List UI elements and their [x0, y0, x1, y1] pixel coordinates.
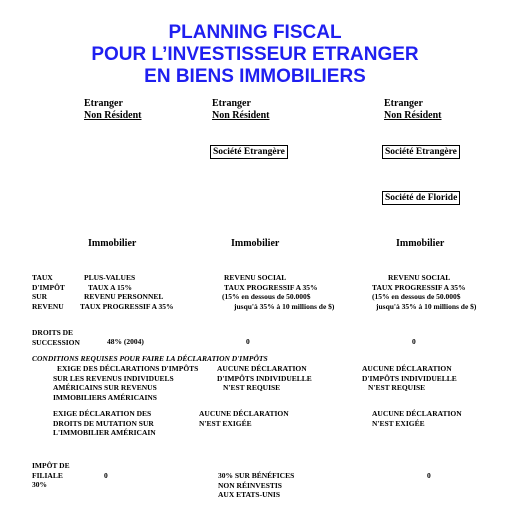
conditions-line: AUCUNE DÉCLARATION — [199, 409, 289, 418]
conditions-line: N'EST REQUISE — [368, 383, 426, 392]
filiale-col3-value: 0 — [427, 471, 431, 480]
conditions-row1-col2 — [217, 364, 312, 393]
taux-col2-line: REVENU SOCIAL — [224, 273, 287, 282]
conditions-line: AUCUNE DÉCLARATION — [362, 364, 452, 373]
conditions-line: D'IMPÔTS INDIVIDUELLE — [362, 373, 457, 383]
taux-col2-line: TAUX PROGRESSIF A 35% — [224, 282, 318, 292]
conditions-row2-col3 — [372, 409, 462, 428]
filiale-col2 — [218, 471, 294, 500]
entity-box-societe-etrangere-col2: Société Etrangère — [210, 145, 288, 159]
column-header-3 — [384, 98, 442, 122]
filiale-label-line: 30% — [32, 480, 47, 489]
taux-col3-line: TAUX PROGRESSIF A 35% — [372, 282, 466, 292]
title-line-3: EN BIENS IMMOBILIERS — [144, 66, 366, 87]
column-header-1-line1: Etranger — [84, 98, 123, 109]
conditions-line: AUCUNE DÉCLARATION — [372, 409, 462, 418]
conditions-line: AUCUNE DÉCLARATION — [217, 364, 307, 373]
column-header-3-line2: Non Résident — [384, 110, 442, 121]
immobilier-label-3: Immobilier — [396, 238, 445, 249]
taux-row-labels — [32, 273, 65, 311]
conditions-line: L'IMMOBILIER AMÉRICAIN — [53, 428, 156, 437]
title-line-1: PLANNING FISCAL — [168, 22, 342, 43]
droits-col2-value: 0 — [246, 337, 250, 346]
droits-label — [32, 328, 80, 347]
taux-col2-line: jusqu'à 35% à 10 millions de $) — [234, 301, 335, 311]
taux-label: SUR — [32, 292, 48, 301]
droits-label-line2: SUCCESSION — [32, 337, 80, 347]
taux-label: REVENU — [32, 301, 64, 311]
column-header-1 — [84, 98, 142, 122]
taux-col3-line: (15% en dessous de 50.000$ — [372, 292, 461, 301]
droits-col3-value: 0 — [412, 337, 416, 346]
filiale-label — [32, 461, 70, 490]
conditions-line: D'IMPÔTS INDIVIDUELLE — [217, 373, 312, 383]
entity-box-societe-etrangere-col3: Société Etrangère — [382, 145, 460, 159]
taux-col1-line: TAUX A 15% — [88, 282, 133, 292]
droits-col1-value: 48% (2004) — [107, 337, 144, 346]
taux-label: TAUX — [32, 273, 53, 282]
taux-col2-line: (15% en dessous de 50.000$ — [222, 292, 311, 301]
conditions-line: N'EST EXIGÉE — [372, 418, 425, 428]
immobilier-label-1: Immobilier — [88, 238, 137, 249]
column-header-3-line1: Etranger — [384, 98, 423, 109]
taux-col3-line: REVENU SOCIAL — [388, 273, 451, 282]
conditions-line: SUR LES REVENUS INDIVIDUELS — [53, 373, 174, 383]
conditions-line: N'EST REQUISE — [223, 383, 281, 392]
title-line-2: POUR L’INVESTISSEUR ETRANGER — [91, 44, 419, 65]
conditions-line: EXIGE DES DÉCLARATIONS D'IMPÔTS — [57, 364, 199, 373]
column-header-1-line2: Non Résident — [84, 110, 142, 121]
filiale-col1-value: 0 — [104, 471, 108, 480]
taux-col1 — [80, 273, 174, 311]
taux-label: D'IMPÔT — [32, 282, 65, 292]
taux-col3 — [372, 273, 502, 311]
taux-col2 — [222, 273, 352, 311]
taux-col1-line: PLUS-VALUES — [84, 273, 136, 282]
filiale-col2-line: AUX ETATS-UNIS — [218, 490, 281, 499]
filiale-label-line: FILIALE — [32, 470, 63, 480]
entity-box-societe-floride: Société de Floride — [382, 191, 460, 205]
taux-col1-line: TAUX PROGRESSIF A 35% — [80, 301, 174, 311]
conditions-row2-col1 — [53, 409, 156, 438]
conditions-line: N'EST EXIGÉE — [199, 418, 252, 428]
taux-col3-line: jusqu'à 35% à 10 millions de $) — [376, 301, 477, 311]
droits-label-line1: DROITS DE — [32, 328, 74, 337]
conditions-line: IMMOBILIERS AMÉRICAINS — [53, 392, 157, 402]
filiale-col2-line: 30% SUR BÉNÉFICES — [218, 471, 295, 480]
column-header-2 — [212, 98, 270, 122]
conditions-row1-col1 — [53, 364, 198, 402]
immobilier-label-2: Immobilier — [231, 238, 280, 249]
taux-col1-line: REVENU PERSONNEL — [84, 292, 164, 301]
filiale-label-line: IMPÔT DE — [32, 461, 70, 470]
column-header-2-line2: Non Résident — [212, 110, 270, 121]
conditions-heading: CONDITIONS REQUISES POUR FAIRE LA DÉCLARATION D'IMPÔTS — [32, 354, 268, 363]
filiale-col2-line: NON RÉINVESTIS — [218, 480, 282, 490]
conditions-line: AMÉRICAINS SUR REVENUS — [53, 383, 157, 392]
conditions-row2-col2 — [199, 409, 289, 428]
conditions-row1-col3 — [362, 364, 457, 393]
conditions-line: EXIGE DÉCLARATION DES — [53, 409, 152, 418]
column-header-2-line1: Etranger — [212, 98, 251, 109]
conditions-line: DROITS DE MUTATION SUR — [53, 418, 154, 428]
